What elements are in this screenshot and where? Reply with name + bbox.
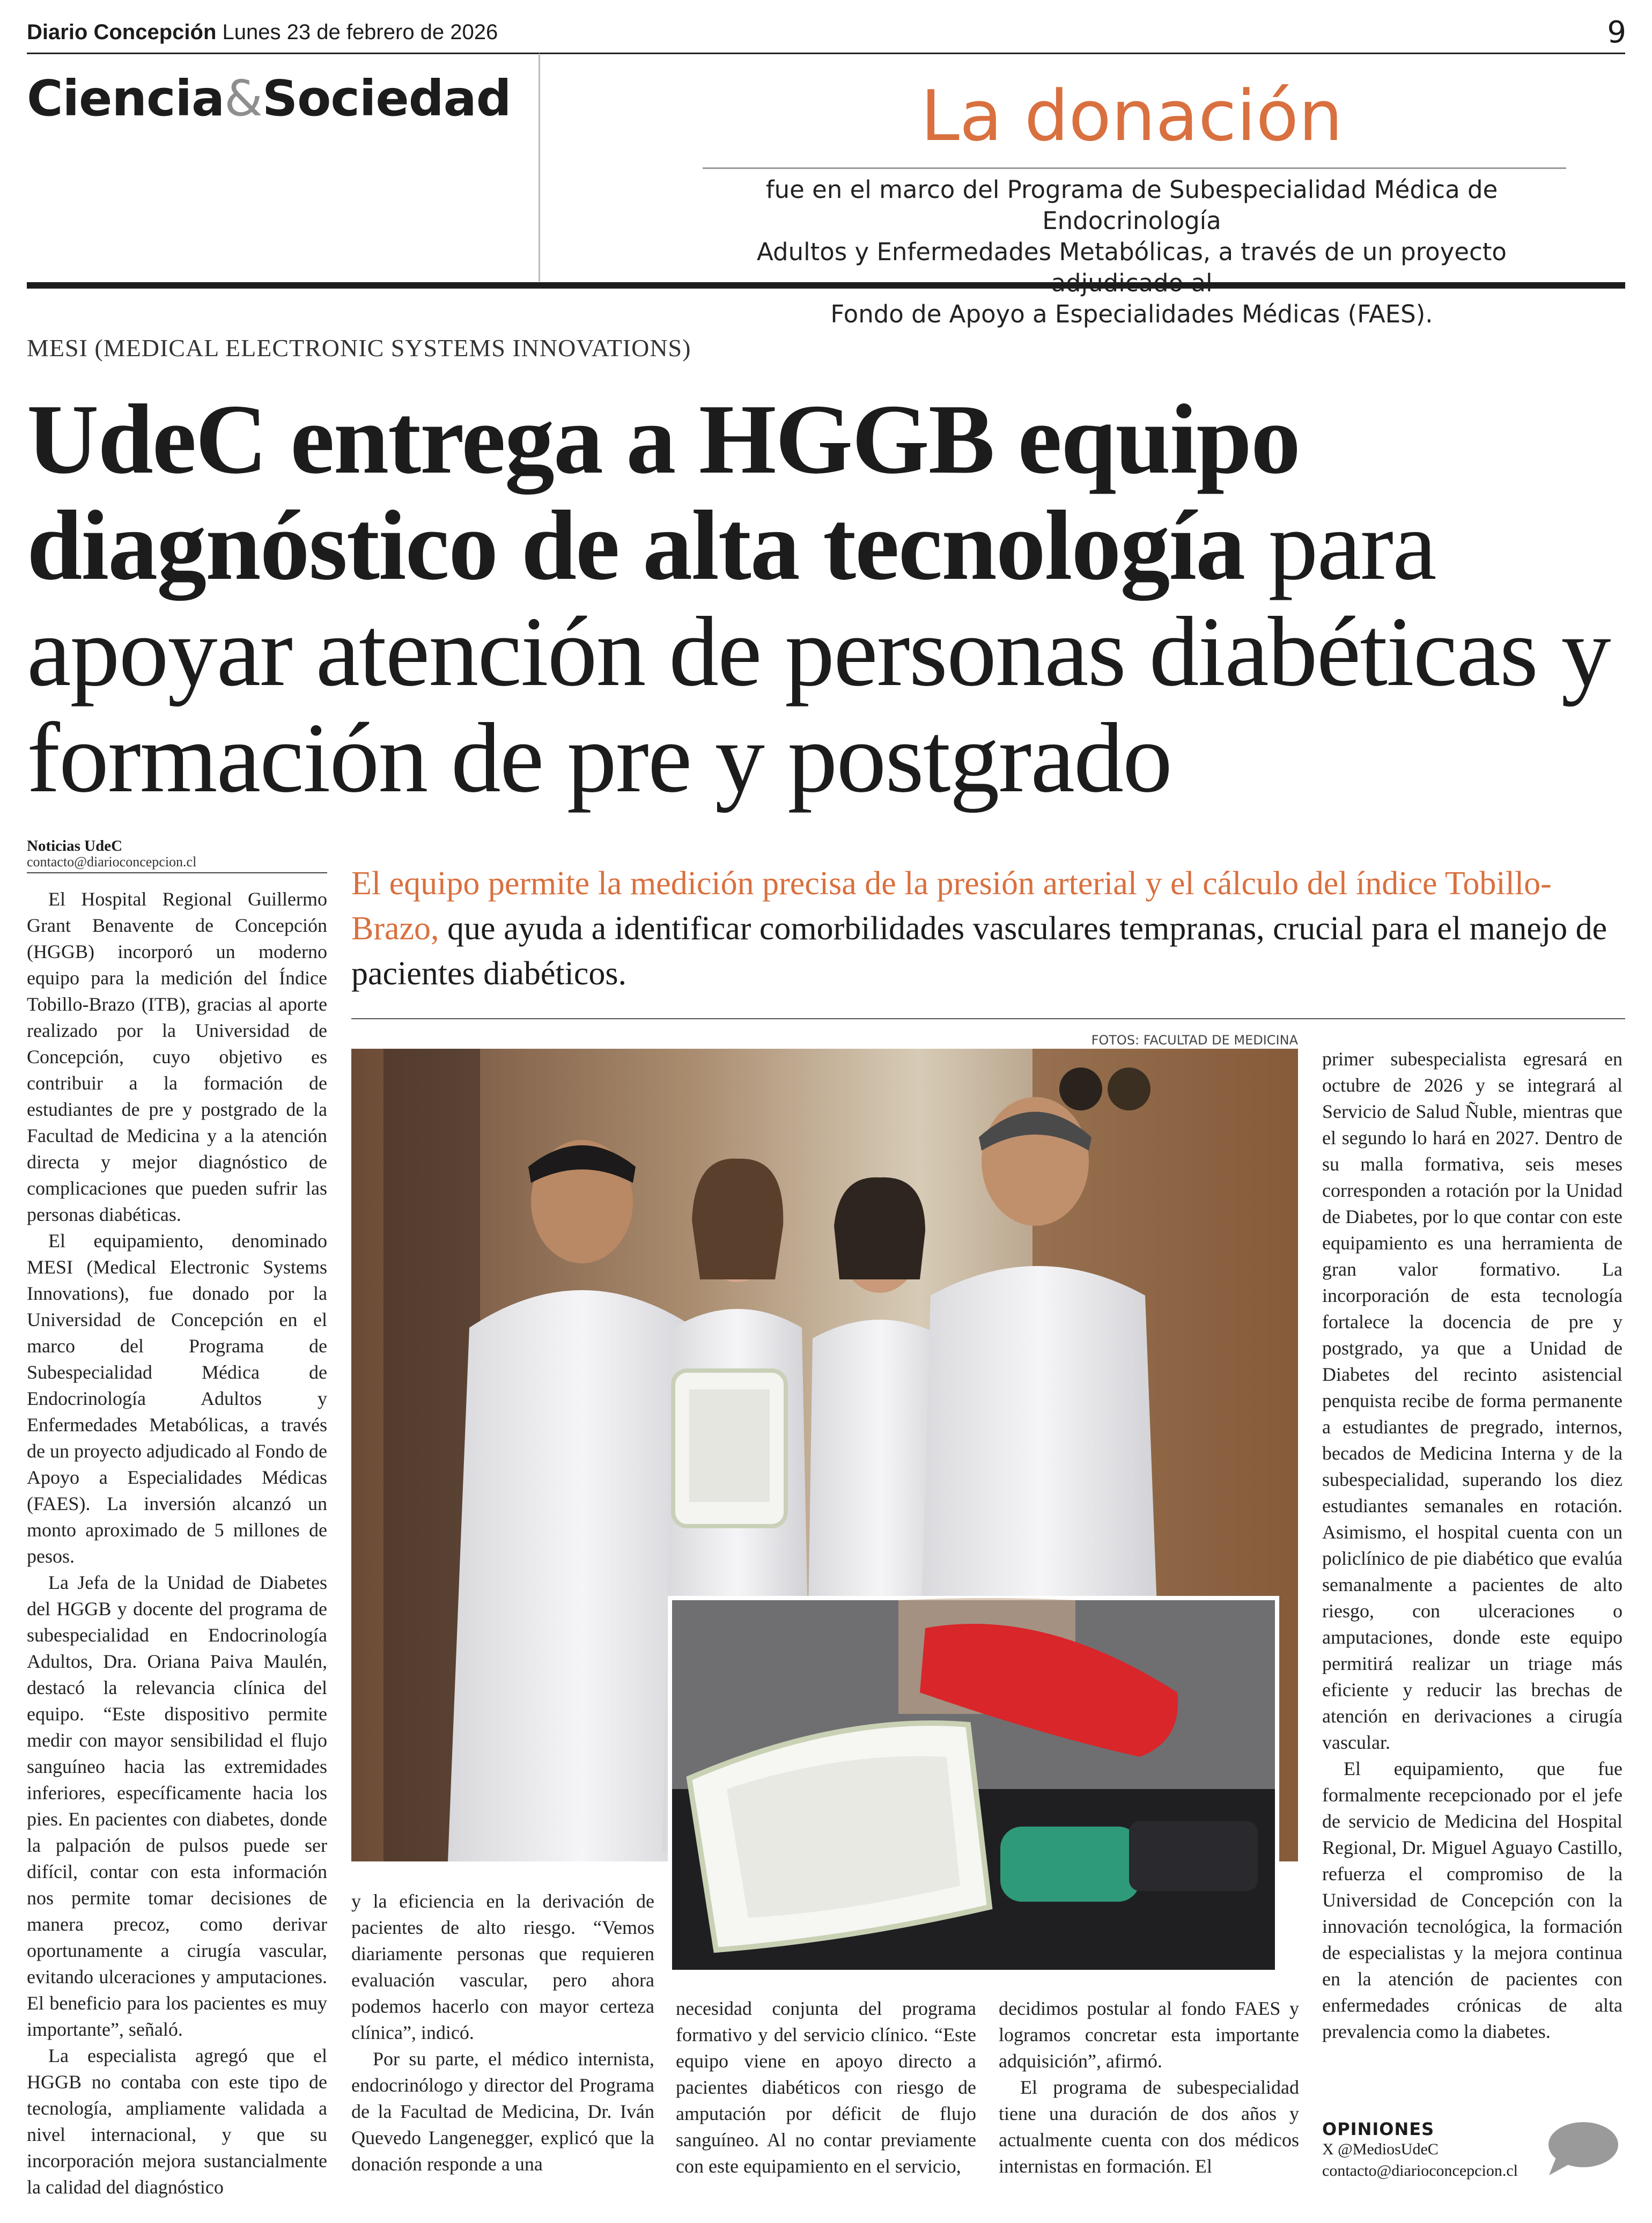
article-kicker: MESI (MEDICAL ELECTRONIC SYSTEMS INNOVATIONS) (27, 334, 691, 362)
paragraph: El Hospital Regional Guillermo Grant Benavente de Concepción (HGGB) incorporó un moderno equipo para la medición del Índice Tobillo-Brazo (ITB), gracias al aporte realizado por la Universidad de Concepción, cuyo objetivo es contribuir a la formación de estudiantes de pre y postgrado de la Facultad de Medicina y a la atención directa y mejor diagnóstico de complicaciones que pueden sufrir las personas diabéticas. (27, 888, 327, 1225)
donation-line: Fondo de Apoyo a Especialidades Médicas (FAES). (830, 300, 1433, 328)
article-headline (27, 386, 1625, 811)
inset-photo (668, 1596, 1279, 1974)
donation-line: fue en el marco del Programa de Subespecialidad Médica de Endocrinología (765, 175, 1498, 235)
paragraph: El equipamiento, denominado MESI (Medical Electronic Systems Innovations), fue donado por la Universidad de Concepción en el marco del Programa de Subespecialidad Médica de Endocrinología Adultos y Enfermedades Metabólicas, a través de un proyecto adjudicado al Fondo de Apoyo a Especialidades Médicas (FAES). La inversión alcanzó un monto aproximado de 5 millones de pesos. (27, 1230, 327, 1567)
paragraph: primer subespecialista egresará en octubre de 2026 y se integrará al Servicio de Salud Ñuble, mientras que el segundo lo hará en 2027. Dentro de su malla formativa, seis meses corresponden a rotación por la Unidad de Diabetes, por lo que contar con este equipamiento es una herramienta de gran valor formativo. La incorporación de esta tecnología fortalece la docencia de pre y postgrado, ya que a Unidad de Diabetes del recinto asistencial penquista recibe de forma permanente a estudiantes de pregrado, internos, becados de Medicina Interna y de la subespecialidad, superando los diez estudiantes semanales en rotación. Asimismo, el hospital cuenta con un policlínico de pie diabético que evalúa semanalmente a pacientes de alto riesgo, con ulceraciones o amputaciones, donde este equipo permitirá realizar un triage más eficiente y reducir las brechas de atención en derivaciones a cirugía vascular. (1322, 1048, 1622, 1753)
paragraph: y la eficiencia en la derivación de pacientes de alto riesgo. “Vemos diariamente personas que requieren evaluación vascular, pero ahora podemos hacerlo con mayor certeza clínica”, indicó. (351, 1890, 654, 2043)
page-number: 9 (1607, 15, 1626, 50)
article-column-4 (999, 1996, 1299, 2180)
article-column-2 (351, 1888, 654, 2177)
section-divider (27, 282, 1625, 289)
donation-line: Adultos y Enfermedades Metabólicas, a través de un proyecto (757, 238, 1507, 266)
newspaper-name: Diario Concepción (27, 20, 217, 44)
deck-rule (351, 1018, 1625, 1019)
headline-bold: UdeC entrega a HGGB equipo diagnóstico de alta tecnología (27, 384, 1300, 601)
byline-rule (27, 872, 327, 873)
byline-source: Noticias UdeC (27, 837, 123, 855)
masthead (27, 20, 498, 45)
paragraph: La Jefa de la Unidad de Diabetes del HGGB y docente del programa de subespecialidad en Endocrinología Adultos, Dra. Oriana Paiva Maulén, destacó la relevancia clínica del equipo. “Este dispositivo permite medir con mayor sensibilidad el flujo sanguíneo hacia las extremidades inferiores, específicamente hacia los pies. En pacientes con diabetes, donde la palpación de pulsos puede ser difícil, contar con esta información nos permite tomar decisiones de manera precoz, como derivar oportunamente a cirugía vascular, evitando ulceraciones y amputaciones. El beneficio para los pacientes es muy importante”, señaló. (27, 1572, 327, 2040)
donation-box-title: La donación (920, 75, 1343, 157)
deck-highlight: El equipo permite la medición precisa de la presión arterial y el cálculo del índice Tobillo-Brazo, (351, 865, 1552, 947)
section-title-ampersand: & (224, 70, 262, 127)
section-title-part1: Ciencia (27, 70, 225, 127)
deck-text: que ayuda a identificar comorbilidades vasculares tempranas, crucial para el manejo de pacientes diabéticos. (351, 910, 1607, 992)
article-column-1 (27, 886, 327, 2200)
paragraph: decidimos postular al fondo FAES y logramos concretar esta importante adquisición”, afirmó. (999, 1998, 1299, 2072)
article-column-5 (1322, 1046, 1622, 2045)
article-column-3 (676, 1996, 976, 2180)
donation-box-rule (703, 167, 1566, 169)
issue-date: Lunes 23 de febrero de 2026 (222, 20, 498, 44)
header-divider (539, 54, 540, 282)
section-title-part2: Sociedad (262, 70, 511, 127)
speech-bubble-icon (1545, 2119, 1620, 2178)
section-title (27, 70, 511, 127)
byline-email: contacto@diarioconcepcion.cl (27, 854, 197, 870)
donation-box-text (697, 174, 1566, 330)
paragraph: El programa de subespecialidad tiene una duración de dos años y actualmente cuenta con dos médicos internistas en formación. El (999, 2077, 1299, 2177)
opinions-email[interactable]: contacto@diarioconcepcion.cl (1322, 2162, 1518, 2180)
paragraph: El equipamiento, que fue formalmente recepcionado por el jefe de servicio de Medicina del Hospital Regional, Dr. Miguel Aguayo Castillo, refuerza el compromiso de la Universidad de Concepción con la innovación tecnológica, la formación de especialistas y la mejora continua en la atención de pacientes con enfermedades crónicas de alta prevalencia como la diabetes. (1322, 1758, 1622, 2042)
header-rule (27, 53, 1625, 54)
headline-regular: para apoyar atención de personas diabéticas y formación de pre y postgrado (27, 490, 1610, 813)
paragraph: Por su parte, el médico internista, endocrinólogo y director del Programa de la Facultad de Medicina, Dr. Iván Quevedo Langenegger, explicó que la donación responde a una (351, 2048, 654, 2175)
paragraph: La especialista agregó que el HGGB no contaba con este tipo de tecnología, ampliamente validada a nivel internacional, y que su incorporación mejora sustancialmente la calidad del diagnóstico (27, 2045, 327, 2198)
article-deck (351, 861, 1639, 996)
paragraph: necesidad conjunta del programa formativo y del servicio clínico. “Este equipo viene en apoyo directo a pacientes diabéticos con riesgo de amputación por déficit de flujo sanguíneo. Al no contar previamente con este equipamiento en el servicio, (676, 1998, 976, 2177)
opinions-social-handle[interactable]: X @MediosUdeC (1322, 2140, 1439, 2158)
opinions-label: OPINIONES (1322, 2119, 1435, 2139)
photo-credit: FOTOS: FACULTAD DE MEDICINA (1091, 1033, 1298, 1048)
